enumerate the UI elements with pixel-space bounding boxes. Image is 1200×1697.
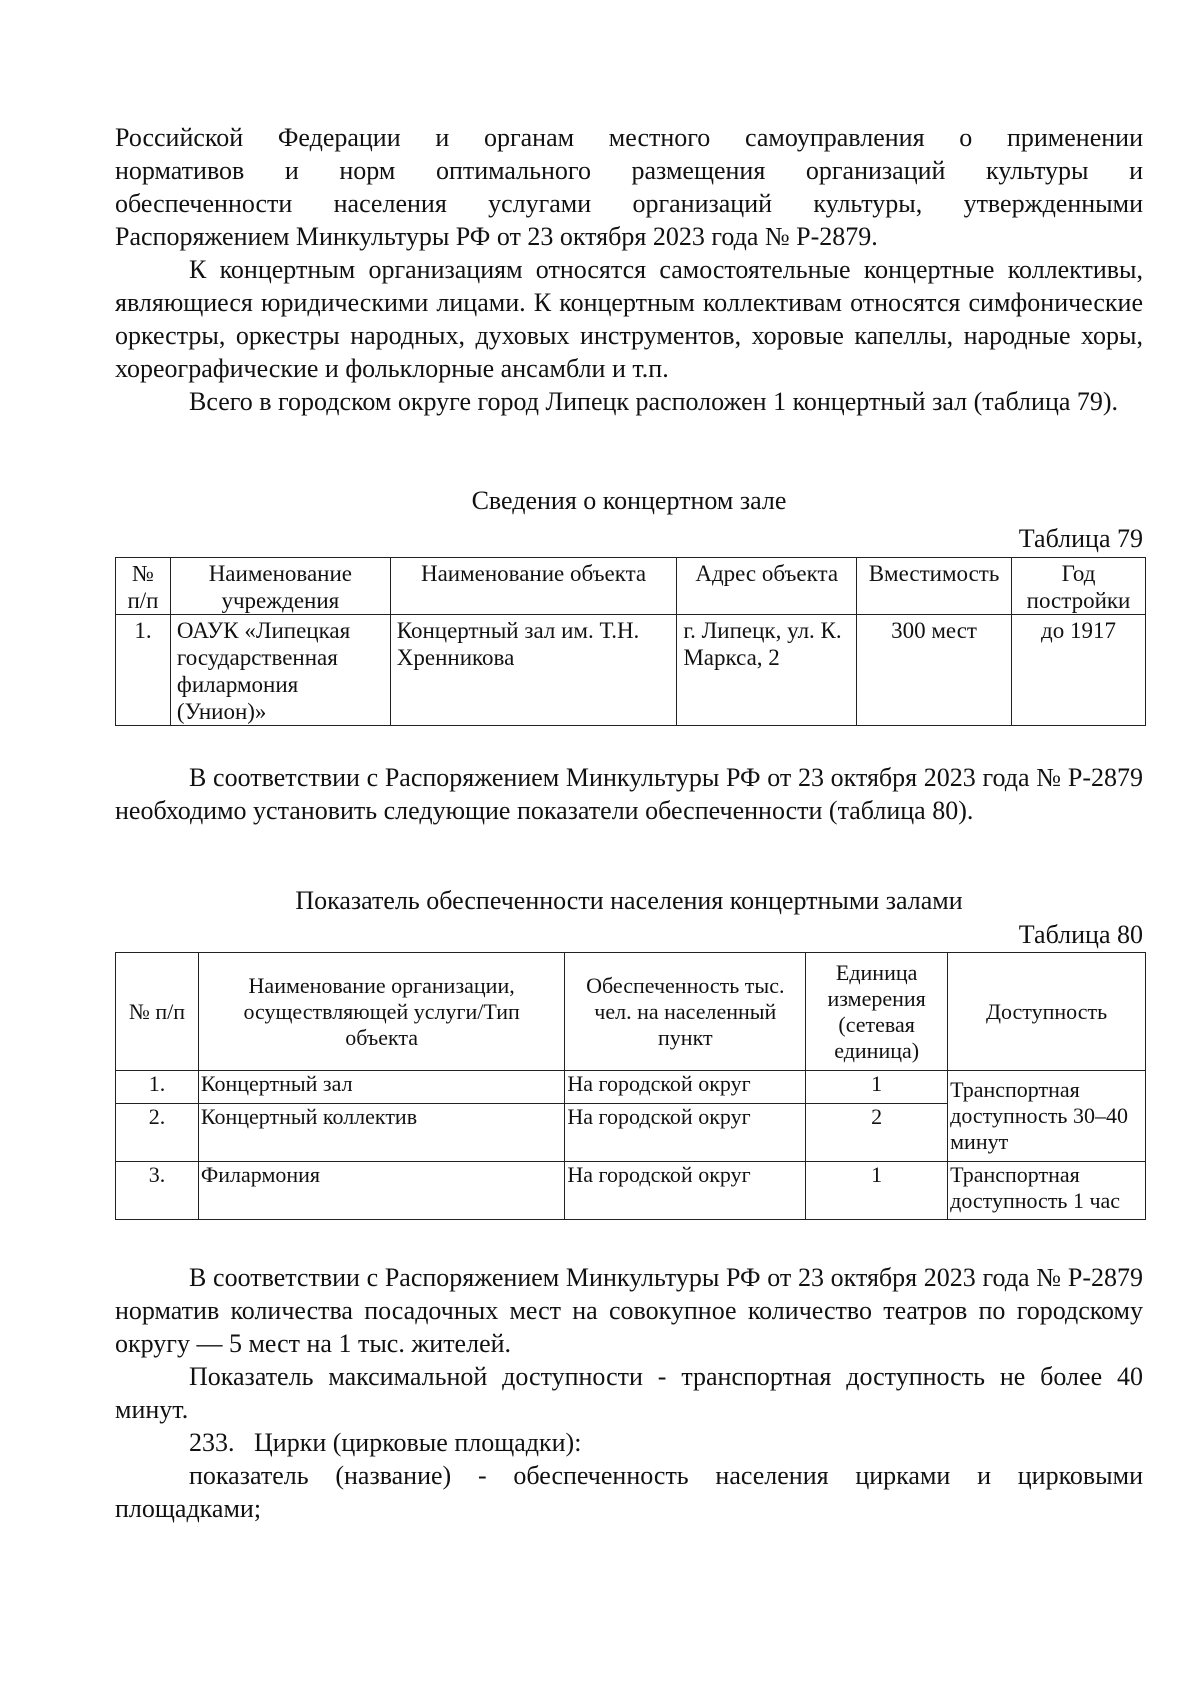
table-header-row (116, 953, 1146, 1071)
text-line: Распоряжением Минкультуры РФ от 23 октября 2023 года № Р-2879. (115, 222, 878, 251)
header-cell: Наименование организации, осуществляющей услуги/Тип объекта (198, 953, 565, 1071)
table-cell: Концертный коллектив (198, 1104, 565, 1162)
header-cell: Вместимость (857, 558, 1012, 615)
paragraph-text: К концертным организациям относятся самостоятельные концертные коллективы, являющиеся юридическими лицами. К концертным коллективам относятся симфонические оркестры, оркестры народных, духовых инструментов, хоровые капеллы, народные хоры, хореографические и фольклорные ансамбли и т.п. (115, 255, 1143, 383)
table-80-label: Таблица 80 (1018, 920, 1143, 949)
table-cell: до 1917 (1012, 615, 1146, 726)
table-cell: Концертный зал (198, 1071, 565, 1104)
paragraph-text: Показатель максимальной доступности - транспортная доступность не более 40 минут. (115, 1362, 1143, 1424)
header-cell: Адрес объекта (677, 558, 857, 615)
table-cell-accessibility: Транспортная доступность 1 час (948, 1162, 1146, 1220)
header-cell: Обеспеченность тыс. чел. на населенный пункт (565, 953, 806, 1071)
table-cell: На городской округ (565, 1071, 806, 1104)
table-cell: 1. (116, 615, 171, 726)
table-cell: 1. (116, 1071, 199, 1104)
table-79-caption: Сведения о концертном зале (471, 486, 787, 515)
header-cell: № п/п (116, 953, 199, 1071)
paragraph-continuation (115, 121, 1143, 253)
text-line: Российской Федерации и органам местного самоуправления о применении (115, 123, 1143, 152)
table-header-row (116, 558, 1146, 615)
table-cell: 1 (806, 1071, 948, 1104)
header-cell: Наименование объекта (390, 558, 677, 615)
table-cell: 3. (116, 1162, 199, 1220)
table-79 (115, 557, 1146, 726)
text-line: нормативов и норм оптимального размещения организаций культуры и (115, 156, 1143, 185)
paragraph-text: Всего в городском округе город Липецк расположен 1 концертный зал (таблица 79). (189, 387, 1119, 416)
table-cell: 1 (806, 1162, 948, 1220)
table-cell: ОАУК «Липецкая государственная филармония (Унион)» (170, 615, 390, 726)
table-cell-accessibility: Транспортная доступность 30–40 минут (948, 1071, 1146, 1162)
table-row (116, 1162, 1146, 1220)
table-cell: На городской округ (565, 1162, 806, 1220)
paragraph-indicators-intro (115, 761, 1143, 827)
table-cell: На городской округ (565, 1104, 806, 1162)
table-row (116, 615, 1146, 726)
table-80 (115, 952, 1146, 1220)
paragraph-text: В соответствии с Распоряжением Минкультуры РФ от 23 октября 2023 года № Р-2879 норматив количества посадочных мест на совокупное количество театров по городскому округу — 5 мест на 1 тыс. жителей. (115, 1263, 1143, 1358)
paragraph-text: показатель (название) - обеспеченность населения цирками и цирковыми площадками; (115, 1461, 1143, 1523)
table-80-caption: Показатель обеспеченности населения концертными залами (295, 886, 963, 915)
paragraph-concert-hall-count (115, 385, 1143, 418)
paragraph-text: В соответствии с Распоряжением Минкультуры РФ от 23 октября 2023 года № Р-2879 необходимо установить следующие показатели обеспеченности (таблица 80). (115, 763, 1143, 825)
header-cell: Наименование учреждения (170, 558, 390, 615)
header-cell: Единица измерения (сетевая единица) (806, 953, 948, 1071)
table-cell: г. Липецк, ул. К. Маркса, 2 (677, 615, 857, 726)
paragraph-circus-heading (115, 1426, 1143, 1459)
header-cell: Доступность (948, 953, 1146, 1071)
table-cell: 2. (116, 1104, 199, 1162)
paragraph-seating-norm (115, 1261, 1143, 1360)
paragraph-concert-organizations (115, 253, 1143, 385)
paragraph-text: 233. Цирки (цирковые площадки): (189, 1428, 582, 1457)
table-79-label: Таблица 79 (1018, 524, 1143, 553)
header-cell: № п/п (116, 558, 171, 615)
paragraph-max-accessibility (115, 1360, 1143, 1426)
table-cell: Концертный зал им. Т.Н. Хренникова (390, 615, 677, 726)
table-row (116, 1071, 1146, 1104)
table-cell: 2 (806, 1104, 948, 1162)
table-cell: 300 мест (857, 615, 1012, 726)
text-line: обеспеченности населения услугами организаций культуры, утвержденными (115, 189, 1143, 218)
table-cell: Филармония (198, 1162, 565, 1220)
paragraph-circus-indicator (115, 1459, 1143, 1525)
header-cell: Год постройки (1012, 558, 1146, 615)
